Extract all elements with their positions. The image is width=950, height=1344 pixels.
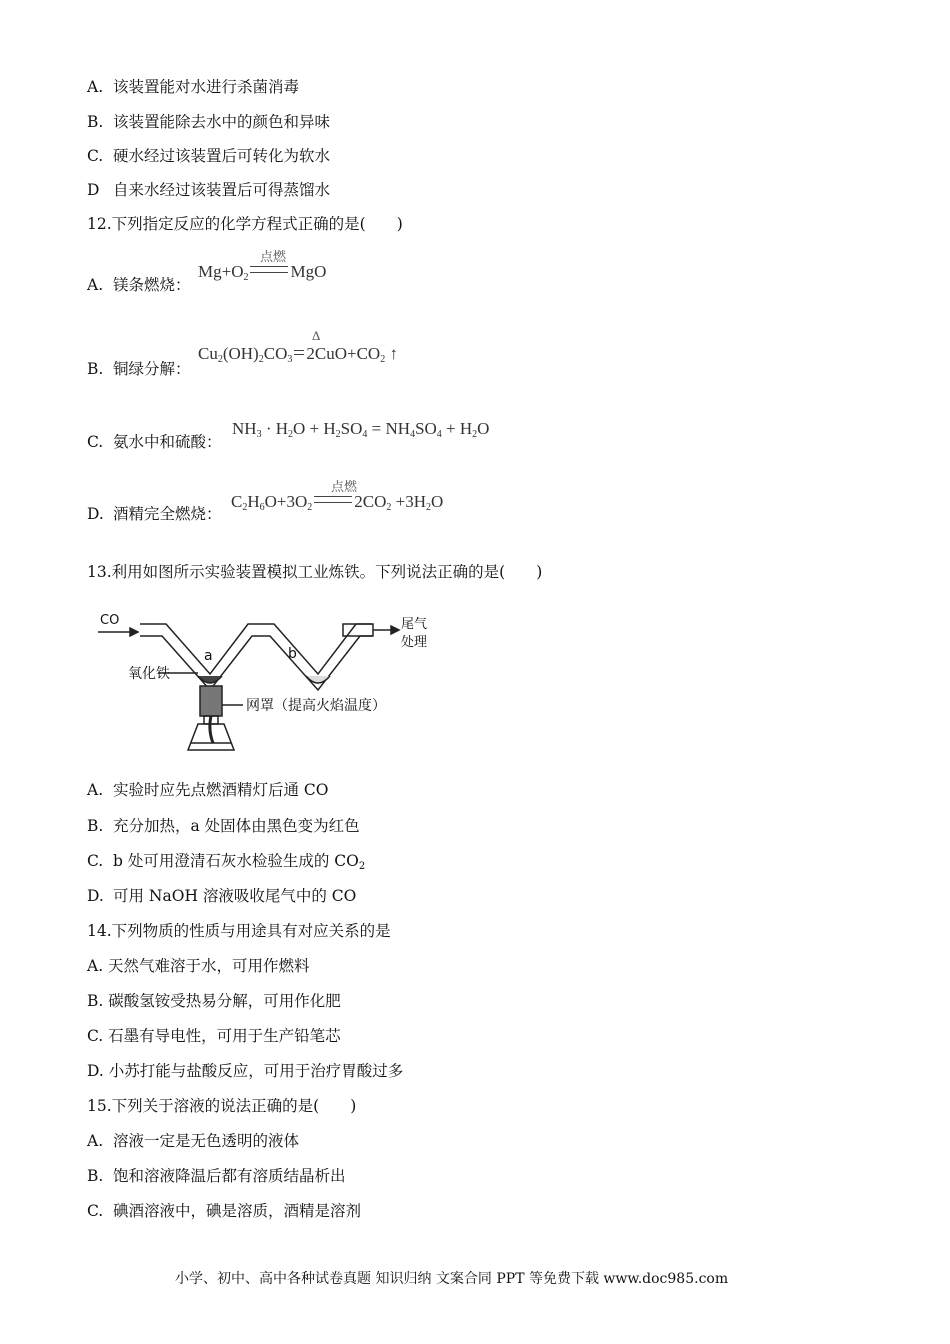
q12-option-a: A. 镁条燃烧： (87, 276, 191, 294)
q15-stem: 15.下列关于溶液的说法正确的是( ) (87, 1097, 357, 1115)
q12-option-d: D. 酒精完全燃烧： (87, 505, 222, 523)
mesh-cover (200, 686, 222, 716)
b-liquid (306, 676, 330, 683)
tail-gas-label-2: 处理 (401, 635, 428, 650)
q15-option-c: C. 碘酒溶液中，碘是溶质，酒精是溶剂 (87, 1202, 362, 1220)
co-label: CO (100, 613, 120, 628)
tail-gas-label-1: 尾气 (401, 617, 428, 632)
tail-arrow-head (391, 626, 399, 634)
q11-option-c: C. 硬水经过该装置后可转化为软水 (87, 147, 331, 165)
point-a-label: a (204, 648, 213, 664)
q12-option-c: C. 氨水中和硫酸： (87, 433, 222, 451)
iron-oxide-solid (198, 676, 222, 683)
page-footer: 小学、初中、高中各种试卷真题 知识归纳 文案合同 PPT 等免费下载 www.doc985.com (175, 1271, 729, 1287)
q12-stem: 12.下列指定反应的化学方程式正确的是( ) (87, 215, 403, 233)
q11-option-b: B. 该装置能除去水中的颜色和异味 (87, 113, 331, 131)
q12-equation-a: $Mg+O_2$ 点燃 MgO (198, 249, 327, 283)
q12-equation-c: $NH_3 \cdot H_2O + H_2SO_4 = NH_4SO_4 + H_2O$ (232, 419, 490, 440)
mesh-label: 网罩（提高火焰温度） (246, 698, 386, 714)
q11-option-d: D 自来水经过该装置后可得蒸馏水 (87, 181, 331, 199)
q15-option-a: A. 溶液一定是无色透明的液体 (87, 1132, 300, 1150)
q11-option-a: A. 该装置能对水进行杀菌消毒 (87, 78, 300, 96)
q12-equation-b: $Cu_2(OH)_2CO_3$ Δ $2CuO+CO_2$ ↑ (198, 328, 398, 365)
q13-option-b: B. 充分加热，a 处固体由黑色变为红色 (87, 817, 360, 835)
q13-option-d: D. 可用 NaOH 溶液吸收尾气中的 CO (87, 887, 357, 905)
q12-option-b: B. 铜绿分解： (87, 360, 191, 378)
q13-stem: 13.利用如图所示实验装置模拟工业炼铁。下列说法正确的是( ) (87, 563, 543, 581)
point-b-label: b (288, 646, 297, 662)
q13-option-c: C. b 处可用澄清石灰水检验生成的 $CO_2$ (87, 852, 366, 872)
lamp-wick (210, 716, 213, 743)
q13-option-a: A. 实验时应先点燃酒精灯后通 CO (87, 781, 329, 799)
q15-option-b: B. 饱和溶液降温后都有溶质结晶析出 (87, 1167, 346, 1185)
q14-option-b: B. 碳酸氢铵受热易分解，可用作化肥 (87, 992, 341, 1010)
v-tube-lower-wall (140, 636, 372, 690)
q14-stem: 14.下列物质的性质与用途具有对应关系的是 (87, 922, 391, 940)
q14-option-d: D. 小苏打能与盐酸反应，可用于治疗胃酸过多 (87, 1062, 404, 1080)
q14-option-c: C. 石墨有导电性，可用于生产铅笔芯 (87, 1027, 341, 1045)
co-arrow-head (130, 628, 138, 636)
q14-option-a: A. 天然气难溶于水，可用作燃料 (87, 957, 310, 975)
q12-equation-d: $C_2H_6O+3O_2$ 点燃 $2CO_2 +3H_2O$ (231, 479, 444, 513)
iron-oxide-label: 氧化铁 (128, 666, 170, 682)
ironmaking-apparatus-diagram (98, 610, 428, 760)
